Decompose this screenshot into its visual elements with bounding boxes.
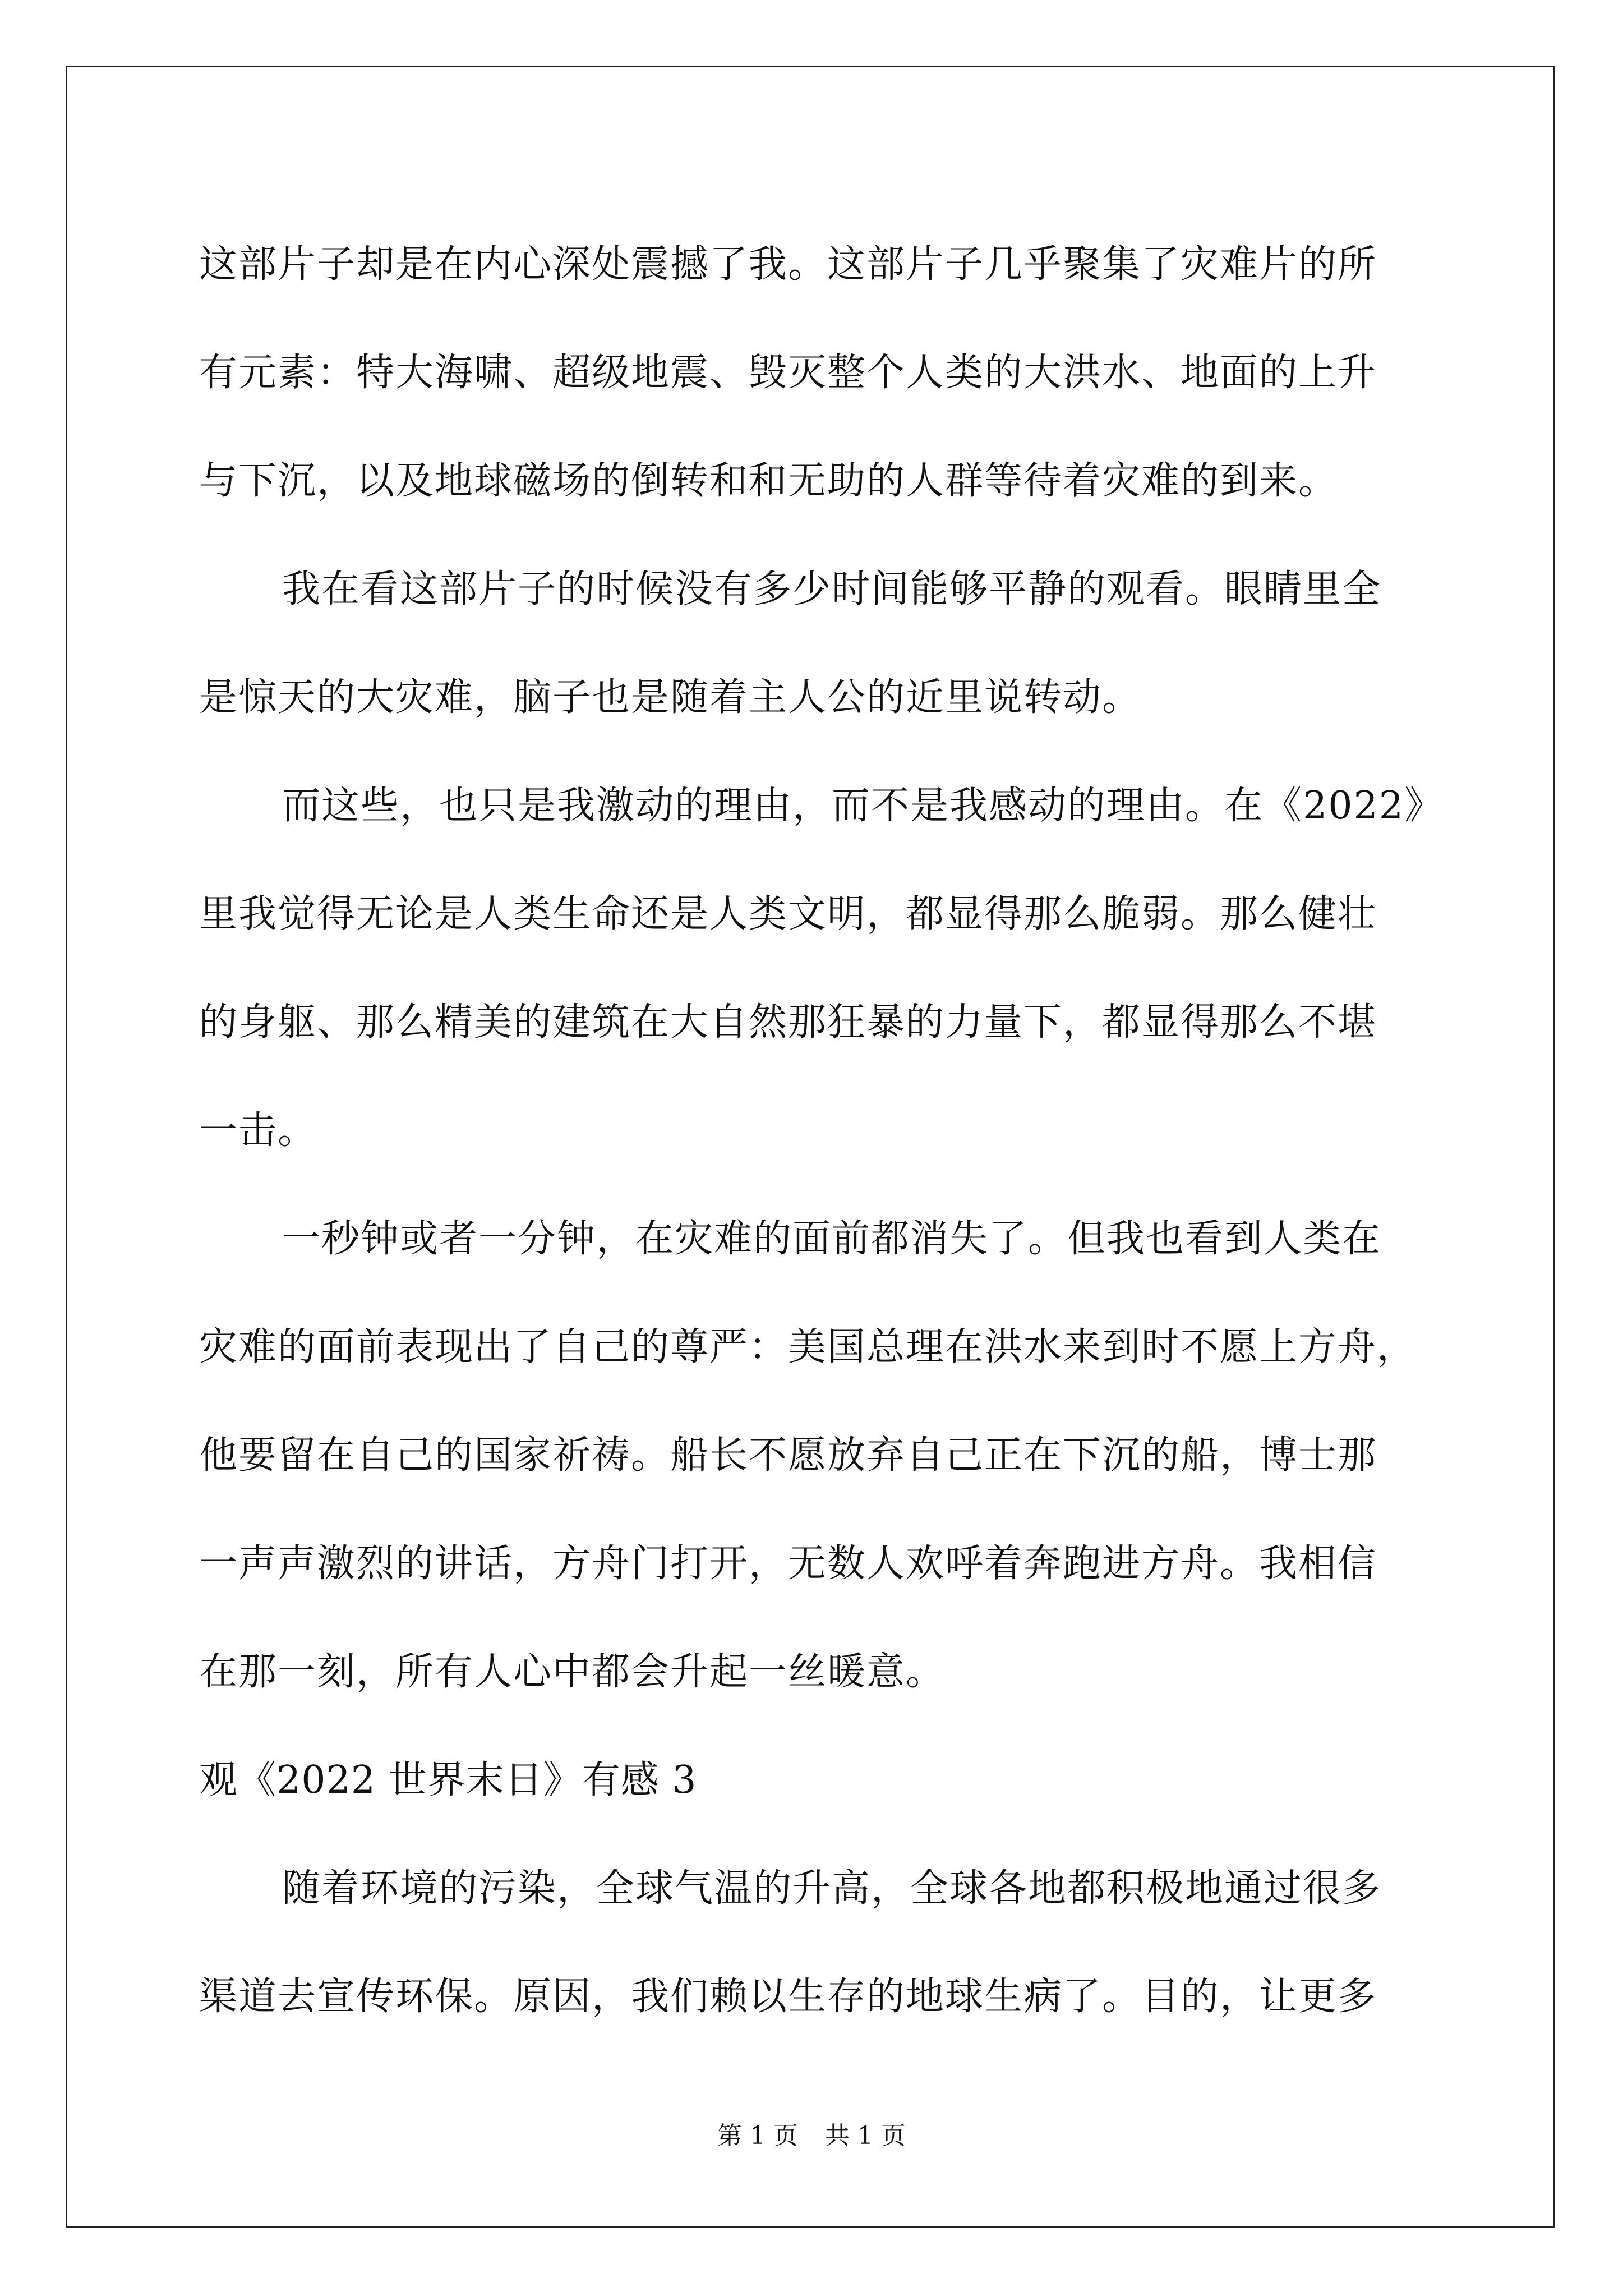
text-line: 一击。 [199, 1108, 317, 1153]
page-number: 第 1 页 [717, 2122, 798, 2150]
document-body [199, 210, 1444, 2051]
text-line: 的身躯、那么精美的建筑在大自然那狂暴的力量下，都显得那么不堪 [199, 1000, 1377, 1045]
page-total: 共 1 页 [825, 2122, 906, 2150]
text-line: 与下沉，以及地球磁场的倒转和和无助的人群等待着灾难的到来。 [199, 459, 1338, 503]
text-line: 在那一刻，所有人心中都会升起一丝暖意。 [199, 1650, 946, 1694]
paragraph-first-line: 而这些，也只是我激动的理由，而不是我感动的理由。在《2022》 [282, 784, 1444, 828]
page-footer [0, 2119, 1623, 2153]
section-heading: 观《2022 世界末日》有感 3 [199, 1758, 697, 1802]
paragraph-first-line: 一秒钟或者一分钟，在灾难的面前都消失了。但我也看到人类在 [282, 1217, 1382, 1261]
text-line: 一声声激烈的讲话，方舟门打开，无数人欢呼着奔跑进方舟。我相信 [199, 1542, 1377, 1586]
text-line: 是惊天的大灾难，脑子也是随着主人公的近里说转动。 [199, 675, 1142, 720]
paragraph-first-line: 我在看这部片子的时候没有多少时间能够平静的观看。眼睛里全 [282, 567, 1382, 611]
text-line: 渠道去宣传环保。原因，我们赖以生存的地球生病了。目的，让更多 [199, 1975, 1377, 2019]
text-line: 他要留在自己的国家祈祷。船长不愿放弃自己正在下沉的船，博士那 [199, 1433, 1377, 1478]
paragraph-first-line: 随着环境的污染，全球气温的升高，全球各地都积极地通过很多 [282, 1866, 1382, 1911]
text-line: 有元素：特大海啸、超级地震、毁灭整个人类的大洪水、地面的上升 [199, 351, 1377, 395]
text-line: 灾难的面前表现出了自己的尊严：美国总理在洪水来到时不愿上方舟， [199, 1325, 1417, 1369]
text-line: 这部片子却是在内心深处震撼了我。这部片子几乎聚集了灾难片的所 [199, 242, 1377, 287]
text-line: 里我觉得无论是人类生命还是人类文明，都显得那么脆弱。那么健壮 [199, 892, 1377, 936]
